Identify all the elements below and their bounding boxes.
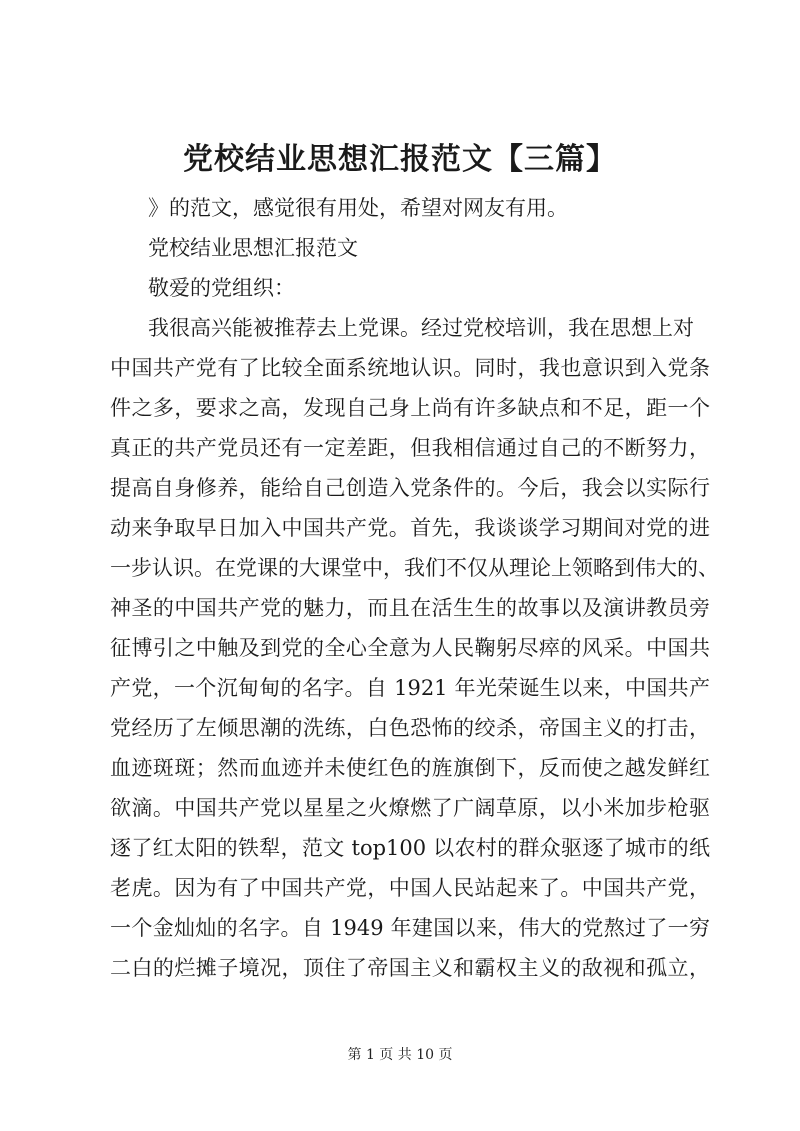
body-line: 党经历了左倾思潮的洗练，白色恐怖的绞杀，帝国主义的打击， [110,716,710,740]
body-line: 二白的烂摊子境况，顶住了帝国主义和霸权主义的敌视和孤立， [110,956,710,980]
body-line: 欲滴。中国共产党以星星之火燎燃了广阔草原，以小米加步枪驱 [110,796,710,820]
body-line: 产党，一个沉甸甸的名字。自 1921 年光荣诞生以来，中国共产 [110,676,710,700]
body-line: 一个金灿灿的名字。自 1949 年建国以来，伟大的党熬过了一穷 [110,916,710,940]
body-line: 一步认识。在党课的大课堂中，我们不仅从理论上领略到伟大的、 [110,556,719,580]
body-line: 血迹斑斑；然而血迹并未使红色的旌旗倒下，反而使之越发鲜红 [110,756,710,780]
body-line: 神圣的中国共产党的魅力，而且在活生生的故事以及演讲教员旁 [110,596,710,620]
salutation-line: 敬爱的党组织： [148,276,295,300]
body-line: 逐了红太阳的铁犁，范文 top100 以农村的群众驱逐了城市的纸 [110,836,710,860]
document-title: 党校结业思想汇报范文【三篇】 [183,142,617,177]
body-line: 我很高兴能被推荐去上党课。经过党校培训，我在思想上对 [148,316,694,340]
intro-line: 》的范文，感觉很有用处，希望对网友有用。 [148,196,568,220]
body-line: 征博引之中触及到党的全心全意为人民鞠躬尽瘁的风采。中国共 [110,636,710,660]
body-line: 提高自身修养，能给自己创造入党条件的。今后，我会以实际行 [110,476,710,500]
body-line: 动来争取早日加入中国共产党。首先，我谈谈学习期间对党的进 [110,516,710,540]
body-line: 中国共产党有了比较全面系统地认识。同时，我也意识到入党条 [110,356,710,380]
body-line: 件之多，要求之高，发现自己身上尚有许多缺点和不足，距一个 [110,396,710,420]
subtitle-line: 党校结业思想汇报范文 [148,236,358,260]
body-line: 老虎。因为有了中国共产党，中国人民站起来了。中国共产党， [110,876,710,900]
body-line: 真正的共产党员还有一定差距，但我相信通过自己的不断努力， [110,436,710,460]
page-footer: 第 1 页 共 10 页 [347,1047,453,1063]
